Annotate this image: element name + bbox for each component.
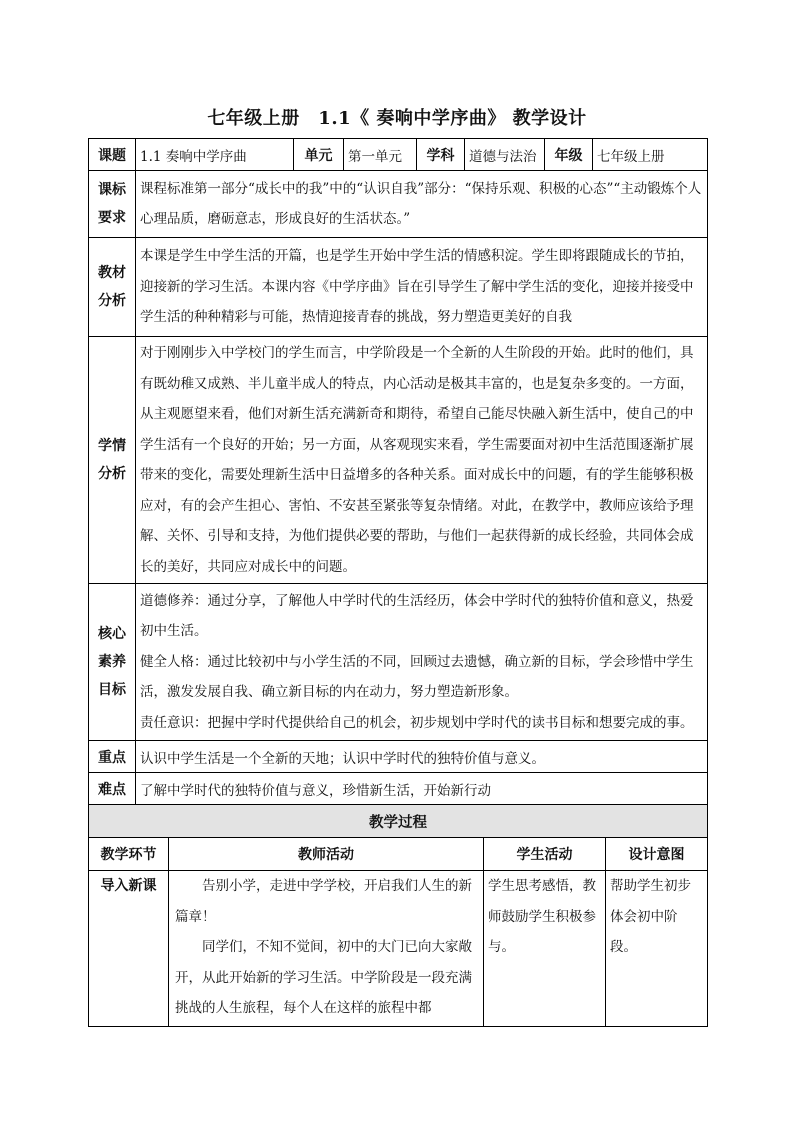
core-label-1: 核心 bbox=[98, 626, 126, 642]
difficulty-label: 难点 bbox=[89, 773, 136, 805]
header-student: 学生活动 bbox=[484, 838, 606, 871]
core-text bbox=[136, 584, 708, 741]
grade-value: 七年级上册 bbox=[593, 139, 708, 171]
material-label bbox=[89, 238, 136, 337]
key-point-label: 重点 bbox=[89, 741, 136, 773]
teaching-process-table bbox=[88, 804, 708, 1027]
topic-value: 1.1 奏响中学序曲 bbox=[136, 139, 294, 171]
students-label bbox=[89, 337, 136, 584]
header-intent: 设计意图 bbox=[606, 838, 708, 871]
difficulty-row bbox=[89, 773, 708, 805]
difficulty-text: 了解中学时代的独特价值与意义，珍惜新生活，开始新行动 bbox=[136, 773, 708, 805]
header-stage: 教学环节 bbox=[89, 838, 169, 871]
teacher-activity-p2: 同学们，不知不觉间，初中的大门已向大家敞开，从此开始新的学习生活。中学阶段是一段充满挑战的人生旅程，每个人在这样的旅程中都 bbox=[175, 939, 472, 1016]
standards-label bbox=[89, 171, 136, 238]
student-activity: 学生思考感悟，教师鼓励学生积极参与。 bbox=[484, 871, 606, 1027]
topic-label: 课题 bbox=[89, 139, 136, 171]
teacher-activity-p1: 告别小学，走进中学学校，开启我们人生的新篇章！ bbox=[175, 878, 472, 925]
unit-label: 单元 bbox=[294, 139, 344, 171]
core-label bbox=[89, 584, 136, 741]
subject-label: 学科 bbox=[417, 139, 465, 171]
students-label-1: 学情 bbox=[98, 438, 126, 454]
teacher-activity bbox=[169, 871, 484, 1027]
core-responsibility: 责任意识：把握中学时代提供给自己的机会，初步规划中学时代的读书目标和想要完成的事。 bbox=[140, 714, 694, 731]
students-label-2: 分析 bbox=[98, 466, 126, 482]
core-label-2: 素养 bbox=[98, 654, 126, 670]
subject-value: 道德与法治 bbox=[465, 139, 545, 171]
material-label-1: 教材 bbox=[98, 265, 126, 281]
core-label-3: 目标 bbox=[98, 682, 126, 698]
students-text: 对于刚刚步入中学校门的学生而言，中学阶段是一个全新的人生阶段的开始。此时的他们，具有既幼稚又成熟、半儿童半成人的特点，内心活动是极其丰富的，也是复杂多变的。一方面，从主观愿望来看，他们对新生活充满新奇和期待，希望自己能尽快融入新生活中，使自己的中学生活有一个良好的开始；另一方面，从客观现实来看，学生需要面对初中生活范围逐渐扩展带来的变化，需要处理新生活中日益增多的各种关系。面对成长中的问题，有的学生能够积极应对，有的会产生担心、害怕、不安甚至紧张等复杂情绪。对此，在教学中，教师应该给予理解、关怀、引导和支持，为他们提供必要的帮助，与他们一起获得新的成长经验，共同体会成长的美好，共同应对成长中的问题。 bbox=[136, 337, 708, 584]
standards-label-2: 要求 bbox=[98, 210, 126, 226]
core-row bbox=[89, 584, 708, 741]
core-moral: 道德修养：通过分享，了解他人中学时代的生活经历，体会中学时代的独特价值和意义，热爱初中生活。 bbox=[140, 592, 694, 640]
process-row-intro bbox=[89, 871, 708, 1027]
stage-intro: 导入新课 bbox=[89, 871, 169, 1027]
key-point-row bbox=[89, 741, 708, 773]
key-point-text: 认识中学生活是一个全新的天地；认识中学时代的独特价值与意义。 bbox=[136, 741, 708, 773]
material-text: 本课是学生中学生活的开篇，也是学生开始中学生活的情感积淀。学生即将跟随成长的节拍，迎接新的学习生活。本课内容《中学序曲》旨在引导学生了解中学生活的变化，迎接并接受中学生活的种种精彩与可能，热情迎接青春的挑战，努力塑造更美好的自我 bbox=[136, 238, 708, 337]
core-personality: 健全人格：通过比较初中与小学生活的不同，回顾过去遗憾，确立新的目标，学会珍惜中学生活，激发发展自我、确立新目标的内在动力，努力塑造新形象。 bbox=[140, 653, 694, 701]
standards-text: 课程标准第一部分“成长中的我”中的“认识自我”部分：“保持乐观、积极的心态”“主动锻炼个人心理品质，磨砺意志，形成良好的生活状态。” bbox=[136, 171, 708, 238]
info-row bbox=[89, 139, 708, 171]
students-row bbox=[89, 337, 708, 584]
design-intent: 帮助学生初步体会初中阶段。 bbox=[606, 871, 708, 1027]
process-title: 教学过程 bbox=[89, 805, 708, 838]
unit-value: 第一单元 bbox=[344, 139, 417, 171]
material-label-2: 分析 bbox=[98, 293, 126, 309]
grade-label: 年级 bbox=[545, 139, 593, 171]
material-row bbox=[89, 238, 708, 337]
standards-row bbox=[89, 171, 708, 238]
lesson-info-table bbox=[88, 138, 708, 805]
header-teacher: 教师活动 bbox=[169, 838, 484, 871]
standards-label-1: 课标 bbox=[98, 182, 126, 198]
process-title-row bbox=[89, 805, 708, 838]
document-title: 七年级上册 1.1《 奏响中学序曲》 教学设计 bbox=[207, 108, 587, 129]
process-header-row bbox=[89, 838, 708, 871]
